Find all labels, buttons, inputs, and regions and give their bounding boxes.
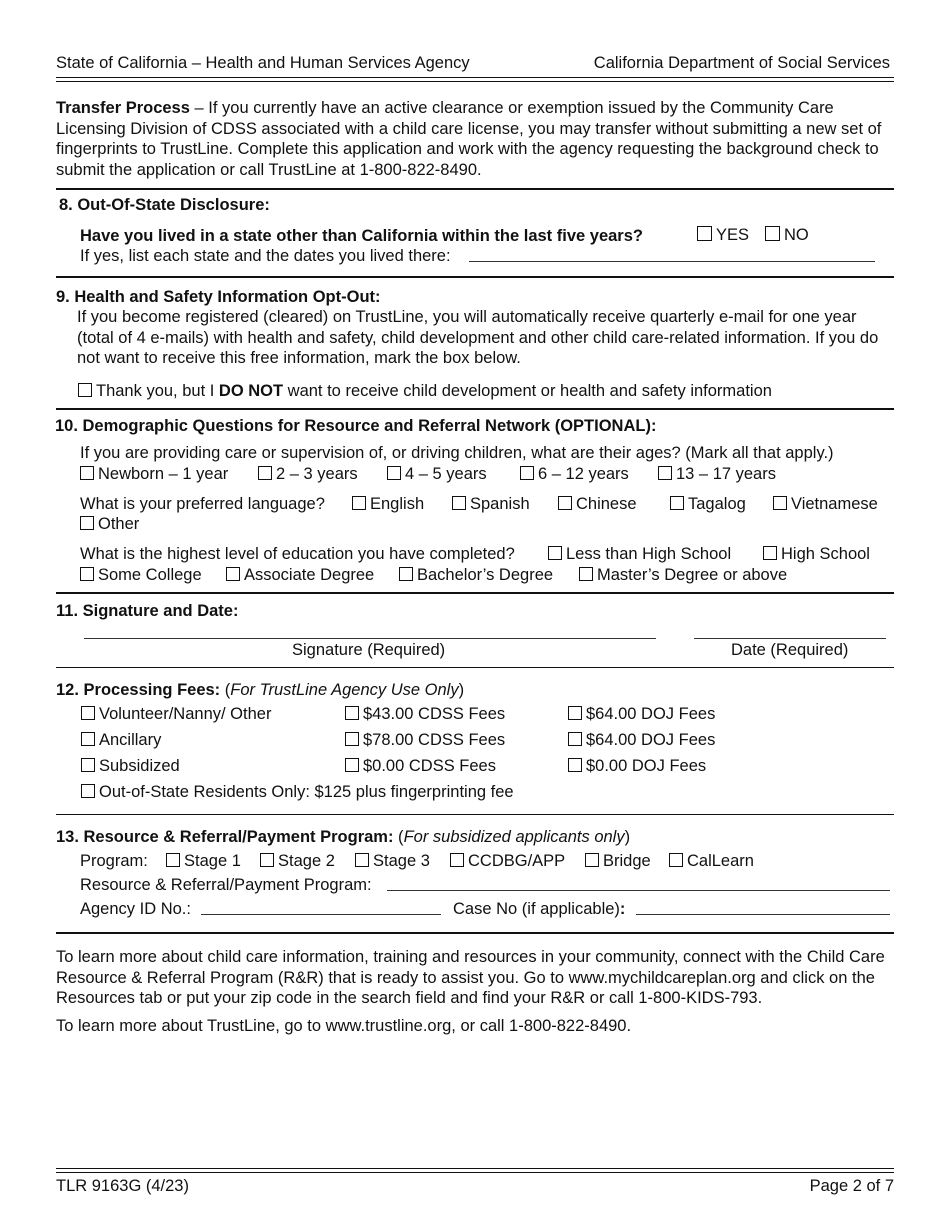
header-rule-2 — [56, 81, 894, 82]
education-option[interactable]: Master’s Degree or above — [579, 565, 787, 586]
date-line[interactable] — [694, 638, 886, 639]
agency-id-input[interactable] — [201, 914, 441, 915]
divider — [56, 667, 894, 668]
no-checkbox[interactable] — [765, 226, 780, 241]
program-label: Program: — [80, 852, 148, 870]
fee-option[interactable]: $78.00 CDSS Fees — [345, 730, 505, 751]
section-13-title: 13. Resource & Referral/Payment Program: (For subsidized applicants only) — [56, 828, 631, 846]
date-label: Date (Required) — [731, 641, 849, 659]
transfer-text: – If you currently have an active clearance or exemption issued by the Community Care Licensing Division of CDSS associated with a child care license, you may transfer without submitting a new set of fingerprints to TrustLine. Complete this application and work with the agency requesting the background check to submit the application or call TrustLine at 1-800-822-8490. — [56, 99, 882, 179]
fee-checkbox[interactable] — [345, 706, 359, 720]
program-option[interactable]: Stage 3 — [355, 851, 430, 872]
language-checkbox[interactable] — [352, 496, 366, 510]
fee-option[interactable]: Volunteer/Nanny/ Other — [81, 704, 271, 725]
case-no-input[interactable] — [636, 914, 890, 915]
age-option[interactable]: 2 – 3 years — [258, 464, 358, 485]
age-checkbox[interactable] — [258, 466, 272, 480]
fee-checkbox[interactable] — [81, 758, 95, 772]
yes-option[interactable] — [697, 225, 749, 246]
divider — [56, 276, 894, 278]
program-option[interactable]: CCDBG/APP — [450, 851, 565, 872]
fee-checkbox[interactable] — [345, 758, 359, 772]
rr-program-label: Resource & Referral/Payment Program: — [80, 876, 372, 894]
program-checkbox[interactable] — [669, 853, 683, 867]
opt-out-label-pre: Thank you, but I — [96, 382, 219, 400]
language-option[interactable]: Other — [80, 514, 139, 535]
section-12-title: 12. Processing Fees: (For TrustLine Agency Use Only) — [56, 681, 465, 699]
fee-checkbox[interactable] — [345, 732, 359, 746]
program-option[interactable]: Stage 2 — [260, 851, 335, 872]
fee-option[interactable]: Subsidized — [81, 756, 180, 777]
program-option[interactable]: Bridge — [585, 851, 651, 872]
education-question: What is the highest level of education you have completed? — [80, 545, 515, 563]
language-checkbox[interactable] — [670, 496, 684, 510]
program-checkbox[interactable] — [355, 853, 369, 867]
section-11-title: 11. Signature and Date: — [56, 602, 239, 620]
opt-out-label-bold: DO NOT — [218, 382, 284, 400]
language-checkbox[interactable] — [452, 496, 466, 510]
language-question: What is your preferred language? — [80, 495, 325, 513]
opt-out-checkbox[interactable] — [78, 383, 92, 397]
ages-question: If you are providing care or supervision of, or driving children, what are their ages? (Mark all that apply.) — [80, 444, 834, 462]
language-option[interactable]: Vietnamese — [773, 494, 878, 515]
fee-checkbox[interactable] — [568, 732, 582, 746]
age-checkbox[interactable] — [658, 466, 672, 480]
language-checkbox[interactable] — [773, 496, 787, 510]
education-option[interactable]: Bachelor’s Degree — [399, 565, 553, 586]
program-option[interactable]: CalLearn — [669, 851, 754, 872]
fee-checkbox[interactable] — [81, 732, 95, 746]
yes-checkbox[interactable] — [697, 226, 712, 241]
transfer-title: Transfer Process — [56, 99, 190, 117]
footer-rule-1 — [56, 1168, 894, 1169]
section-8-title: 8. Out-Of-State Disclosure: — [59, 196, 270, 214]
opt-out-text: If you become registered (cleared) on TrustLine, you will automatically receive quarterly e-mail for one year (total of 4 e-mails) with health and safety, child development and other child care-related information. If you do not want to receive this free information, mark the box below. — [77, 308, 879, 367]
signature-label: Signature (Required) — [292, 641, 446, 659]
program-checkbox[interactable] — [260, 853, 274, 867]
fee-option[interactable]: $43.00 CDSS Fees — [345, 704, 505, 725]
opt-out-option[interactable] — [78, 381, 772, 402]
program-checkbox[interactable] — [585, 853, 599, 867]
out-of-state-fee-option[interactable]: Out-of-State Residents Only: $125 plus fingerprinting fee — [81, 782, 514, 803]
education-option[interactable]: Less than High School — [548, 544, 731, 565]
page-number: Page 2 of 7 — [809, 1177, 894, 1195]
program-checkbox[interactable] — [450, 853, 464, 867]
fee-option[interactable]: $0.00 CDSS Fees — [345, 756, 496, 777]
section-9-title: 9. Health and Safety Information Opt-Out: — [56, 288, 381, 306]
education-checkbox[interactable] — [579, 567, 593, 581]
fee-checkbox[interactable] — [568, 706, 582, 720]
divider — [56, 932, 894, 934]
language-option[interactable]: Tagalog — [670, 494, 746, 515]
divider — [56, 814, 894, 815]
fee-checkbox[interactable] — [81, 784, 95, 798]
language-option[interactable]: English — [352, 494, 424, 515]
education-checkbox[interactable] — [80, 567, 94, 581]
transfer-process — [56, 98, 894, 180]
program-option[interactable]: Stage 1 — [166, 851, 241, 872]
education-checkbox[interactable] — [763, 546, 777, 560]
education-option[interactable]: Associate Degree — [226, 565, 374, 586]
education-checkbox[interactable] — [226, 567, 240, 581]
language-option[interactable]: Chinese — [558, 494, 637, 515]
language-option[interactable]: Spanish — [452, 494, 530, 515]
age-checkbox[interactable] — [387, 466, 401, 480]
fee-checkbox[interactable] — [568, 758, 582, 772]
no-label: NO — [784, 226, 809, 244]
states-list-input[interactable] — [469, 261, 875, 262]
trustline-paragraph: To learn more about TrustLine, go to www.trustline.org, or call 1-800-822-8490. — [56, 1017, 632, 1035]
no-option[interactable] — [765, 225, 809, 246]
language-checkbox[interactable] — [558, 496, 572, 510]
section-10-title: 10. Demographic Questions for Resource and Referral Network (OPTIONAL): — [55, 417, 657, 435]
education-option[interactable]: Some College — [80, 565, 202, 586]
age-option[interactable]: Newborn – 1 year — [80, 464, 228, 485]
fee-checkbox[interactable] — [81, 706, 95, 720]
department-header: California Department of Social Services — [593, 54, 890, 72]
agency-id-label: Agency ID No.: — [80, 900, 191, 918]
education-option[interactable]: High School — [763, 544, 870, 565]
footer-rule-2 — [56, 1172, 894, 1173]
divider — [56, 592, 894, 594]
age-option[interactable]: 13 – 17 years — [658, 464, 776, 485]
divider — [56, 188, 894, 190]
resources-paragraph: To learn more about child care information, training and resources in your community, connect with the Child Care Resource & Referral Program (R&R) that is ready to assist you. Go to www.mychildcareplan.org and click on the Resources tab or put your zip code in the search field and find your R&R or call 1-800-KIDS-793. — [56, 948, 885, 1007]
rr-program-input[interactable] — [387, 890, 890, 891]
education-checkbox[interactable] — [548, 546, 562, 560]
states-list-label: If yes, list each state and the dates you lived there: — [80, 247, 451, 265]
case-no-label: Case No (if applicable): — [453, 900, 626, 918]
out-of-state-question: Have you lived in a state other than California within the last five years? — [80, 227, 643, 245]
age-checkbox[interactable] — [80, 466, 94, 480]
fee-option[interactable]: $64.00 DOJ Fees — [568, 704, 715, 725]
education-checkbox[interactable] — [399, 567, 413, 581]
agency-header: State of California – Health and Human Services Agency — [56, 54, 470, 72]
divider — [56, 408, 894, 410]
yes-label: YES — [716, 226, 750, 244]
fee-option[interactable]: $64.00 DOJ Fees — [568, 730, 715, 751]
signature-line[interactable] — [84, 638, 656, 639]
opt-out-label-post: want to receive child development or health and safety information — [283, 382, 772, 400]
header-rule-1 — [56, 77, 894, 78]
states-list-field — [80, 246, 451, 267]
program-checkbox[interactable] — [166, 853, 180, 867]
age-option[interactable]: 4 – 5 years — [387, 464, 487, 485]
language-checkbox[interactable] — [80, 516, 94, 530]
age-option[interactable]: 6 – 12 years — [520, 464, 629, 485]
form-id: TLR 9163G (4/23) — [56, 1177, 189, 1195]
fee-option[interactable]: Ancillary — [81, 730, 161, 751]
age-checkbox[interactable] — [520, 466, 534, 480]
fee-option[interactable]: $0.00 DOJ Fees — [568, 756, 706, 777]
